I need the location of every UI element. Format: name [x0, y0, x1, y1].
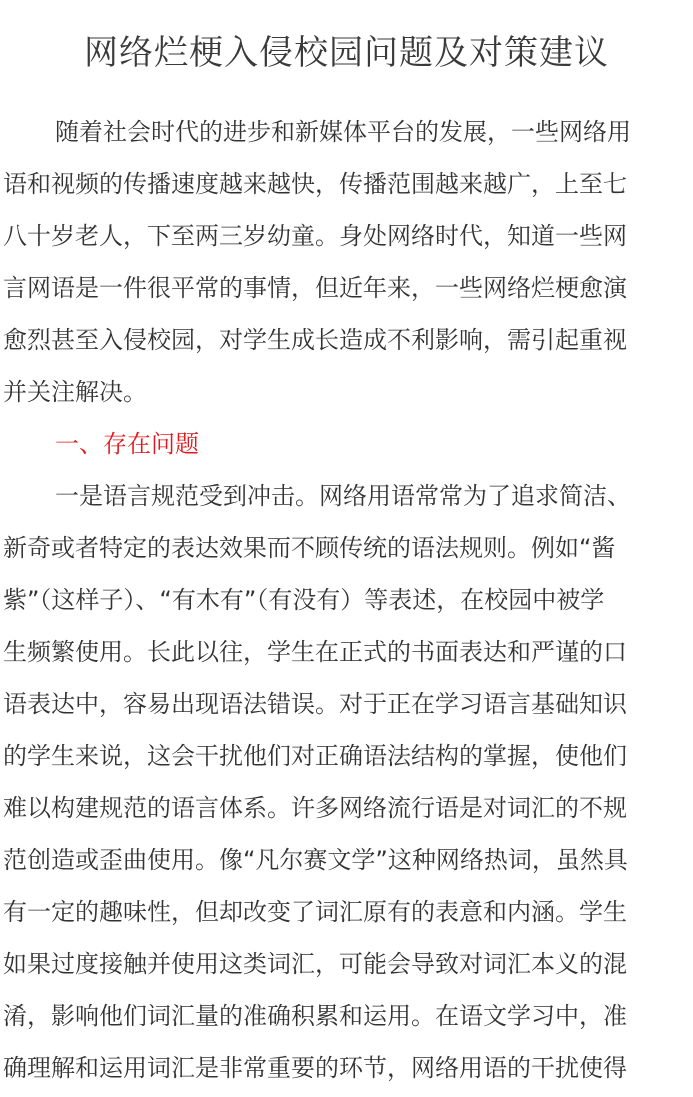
paragraph-line: 紫”（这样子）、“有木有”（有没有）等表述，在校园中被学: [3, 586, 605, 614]
paragraph-line: 有一定的趣味性，但却改变了词汇原有的表意和内涵。学生: [3, 898, 627, 926]
paragraph-line: 语表达中，容易出现语法错误。对于正在学习语言基础知识: [3, 690, 627, 718]
paragraph-line: 如果过度接触并使用这类词汇，可能会导致对词汇本义的混: [3, 950, 627, 978]
paragraph-line: 一是语言规范受到冲击。网络用语常常为了追求简洁、: [55, 482, 631, 510]
paragraph-line: 八十岁老人，下至两三岁幼童。身处网络时代，知道一些网: [3, 222, 627, 250]
document-body: [3, 106, 691, 1094]
paragraph-line: 的学生来说，这会干扰他们对正确语法结构的掌握，使他们: [3, 742, 627, 770]
paragraph-line: 范创造或歪曲使用。像“凡尔赛文学”这种网络热词，虽然具: [3, 846, 628, 874]
paragraph-intro: [3, 106, 691, 418]
paragraph-line: 生频繁使用。长此以往，学生在正式的书面表达和严谨的口: [3, 638, 627, 666]
paragraph-line: 愈烈甚至入侵校园，对学生成长造成不利影响，需引起重视: [3, 326, 627, 354]
section-heading-text: 一、存在问题: [55, 430, 199, 458]
paragraph-line: 确理解和运用词汇是非常重要的环节，网络用语的干扰使得: [3, 1054, 627, 1082]
section-heading: [3, 418, 691, 470]
document-title: 网络烂梗入侵校园问题及对策建议: [84, 33, 609, 73]
paragraph-line: 语和视频的传播速度越来越快，传播范围越来越广，上至七: [3, 170, 627, 198]
paragraph-line: 并关注解决。: [3, 378, 147, 406]
paragraph-line: 随着社会时代的进步和新媒体平台的发展，一些网络用: [55, 118, 631, 146]
paragraph-line: 言网语是一件很平常的事情，但近年来，一些网络烂梗愈演: [3, 274, 627, 302]
paragraph-language-norms: [3, 470, 691, 1094]
paragraph-line: 难以构建规范的语言体系。许多网络流行语是对词汇的不规: [3, 794, 627, 822]
paragraph-line: 新奇或者特定的表达效果而不顾传统的语法规则。例如“酱: [3, 534, 616, 562]
paragraph-line: 淆，影响他们词汇量的准确积累和运用。在语文学习中，准: [3, 1002, 627, 1030]
